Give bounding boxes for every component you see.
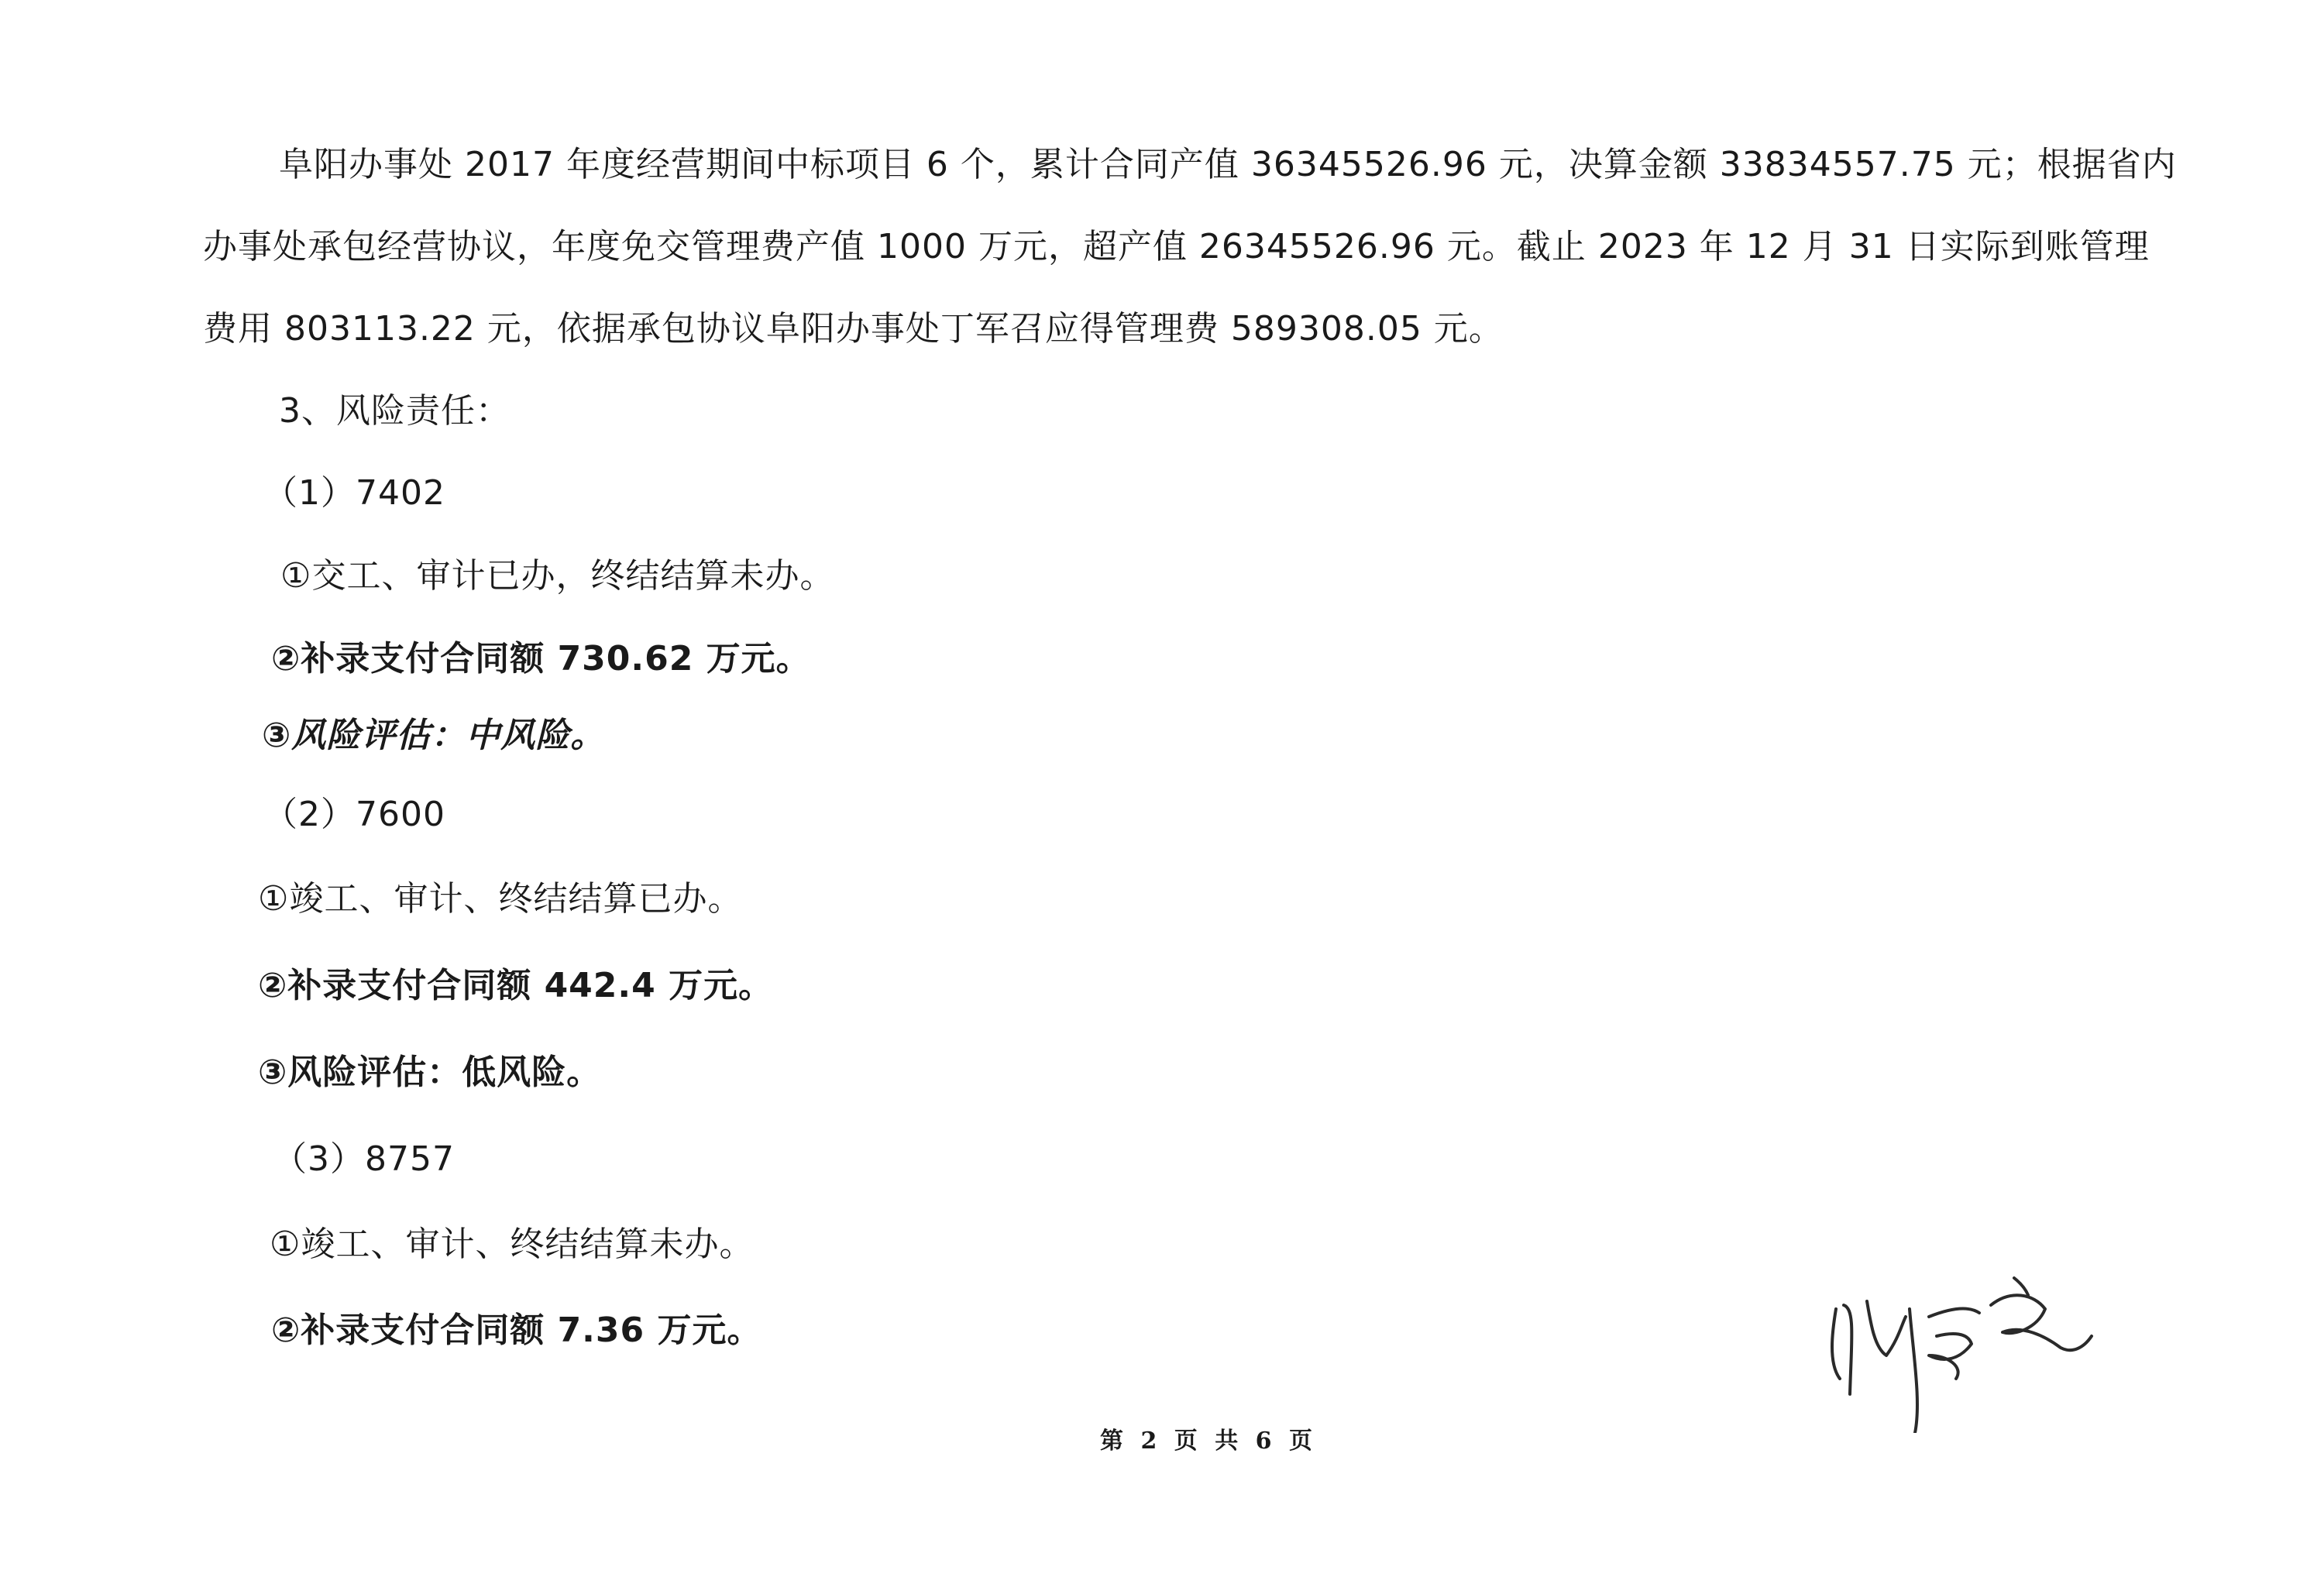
item-2-point-2: ②补录支付合同额 442.4 万元。: [258, 966, 774, 1005]
paragraph-line-3: 费用 803113.22 元，依据承包协议阜阳办事处丁军召应得管理费 589308.05 元。: [203, 309, 1504, 349]
item-3-point-1: ①竣工、审计、终结结算未办。: [270, 1225, 755, 1264]
item-title-1: （1）7402: [263, 473, 445, 513]
item-1-point-2: ②补录支付合同额 730.62 万元。: [271, 639, 811, 679]
item-2-point-1: ①竣工、审计、终结结算已办。: [258, 879, 743, 919]
paragraph-line-1: 阜阳办事处 2017 年度经营期间中标项目 6 个，累计合同产值 36345526.96 元，决算金额 33834557.75 元；根据省内: [279, 145, 2177, 184]
item-title-2: （2）7600: [263, 795, 445, 834]
page-number-footer: 第 2 页 共 6 页: [1100, 1427, 1317, 1455]
item-1-point-3: ③风险评估：中风险。: [262, 716, 606, 755]
paragraph-line-2: 办事处承包经营协议，年度免交管理费产值 1000 万元，超产值 26345526.96 元。截止 2023 年 12 月 31 日实际到账管理: [203, 227, 2150, 266]
item-1-point-1: ①交工、审计已办，终结结算未办。: [280, 556, 835, 596]
handwritten-signature: [1813, 1263, 2107, 1433]
item-2-point-3: ③风险评估：低风险。: [258, 1053, 602, 1092]
item-3-point-2: ②补录支付合同额 7.36 万元。: [271, 1311, 762, 1350]
section-heading: 3、风险责任：: [279, 391, 511, 431]
item-title-3: （3）8757: [273, 1139, 455, 1179]
